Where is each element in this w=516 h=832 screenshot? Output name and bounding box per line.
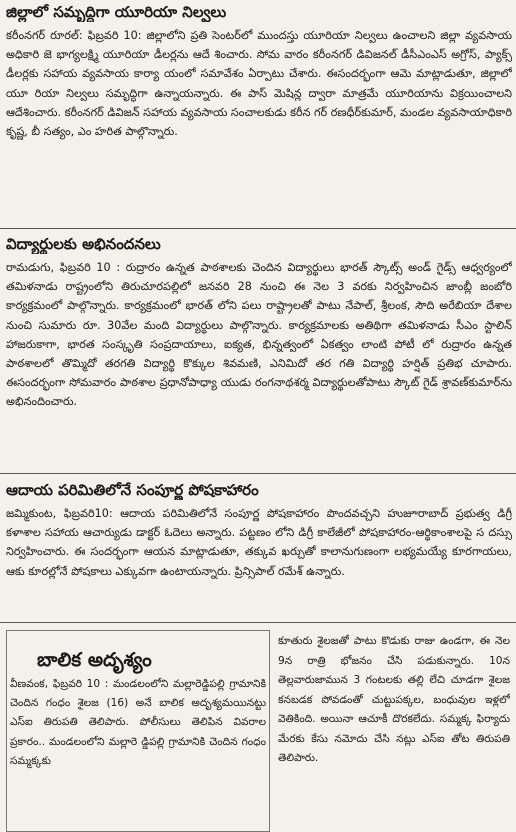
- article-headline: జిల్లాలో సమృద్ధిగా యూరియా నిల్వలు: [6, 3, 227, 21]
- section-divider: [0, 228, 516, 229]
- article-headline: విద్యార్థులకు అభినందనలు: [6, 235, 161, 253]
- section-divider: [0, 622, 516, 623]
- article-headline: ఆదాయ పరిమితిలోనే సంపూర్ణ పోషకాహారం: [6, 481, 259, 499]
- article-body: జమ్మికుంట, ఫిబ్రవరి10: ఆదాయ పరిమితిలోనే సంపూర్ణ పోషకాహారం పొందవచ్చని హుజూరాబాద్ ప్రభుత్వ డిగ్రీ కళాశాల సహాయ ఆచార్యుడు డాక్టర్ ఓదెలు అన్నారు. పట్టణం లోని డిగ్రీ కాలేజీలో పోషకాహారం-ఆర్థికాంశాలపై స దస్సు నిర్వహించారు. ఈ సందర్భంగా ఆయన మాట్లాడుతూ, తక్కువ ఖర్చుతో కాలానుగుణంగా లభ్యమయ్యే కూరగాయలు, ఆకు కూరల్లోనే పోషకాలు ఎక్కువగా ఉంటాయన్నారు. ప్రిన్సిపాల్ రమేశ్ ఉన్నారు.: [6, 507, 512, 578]
- article-student-congrats: [6, 234, 512, 472]
- box-story-title: బాలిక అదృశ్యం: [37, 649, 152, 671]
- article-body: కరీంనగర్ రూరల్: ఫిబ్రవరి 10: జిల్లాలోని ప్రతి సెంటర్‌లో ముందస్తు యూరియా నిల్వలు ఉంచాలని జిల్లా వ్యవసాయ అధికారి జె భాగ్యలక్ష్మి యూరియా డీలర్లను ఆదే శించారు. సోమ వారం కరీంనగర్ డివిజనల్ డీసీఎంఎస్ అగ్రోస్, ప్యాక్స్ డీలర్లకు సహాయ వ్యవసాయ కార్యా యంలో సమావేశం ఏర్పాటు చేశారు. ఈసందర్భంగా ఆమె మాట్లాడుతూ, జిల్లాలో యూ రియా నిల్వలు సమృద్ధిగా ఉన్నాయన్నారు. ఈ పాస్ మెషిన్ల ద్వారా మాత్రమే యూరియాను విక్రయించాలని ఆదేశించారు. కరీంనగర్ డివిజన్ సహాయ వ్యవసాయ సంచాలకుడు కరీన గర్ రణధీర్‌కుమార్, మండల వ్యవసాయాధికారి కృష్ణ, బీ సత్యం, ఎం హరిత పాల్గొన్నారు.: [6, 29, 512, 139]
- article-urea-stocks: [6, 2, 512, 220]
- section-divider: [0, 473, 516, 474]
- article-nutrition: [6, 480, 512, 621]
- article-body: రామడుగు, ఫిబ్రవరి 10 : రుద్రారం ఉన్నత పాఠశాలకు చెందిన విద్యార్థులు భారత్ స్కౌట్స్ అండ్ గైడ్స్ ఆధ్వర్యంలో తమిళనాడు రాష్ట్రంలోని తిరుచూరపల్లిలో జనవరి 28 నుంచి ఈ నెల 3 వరకు నిర్వహించిన జాంబ్లీ జంబోరి కార్యక్రమంలో పాల్గొన్నారు. కార్యక్రమంలో భారత్ లోని పలు రాష్ట్రాలతో పాటు నేపాల్, శ్రీలంక, సౌది అరేబియా దేశాల నుంచి సుమారు రూ. 30వేల మంది విద్యార్థులు పాల్గొన్నారు. కార్యక్రమాలకు అతిథిగా తమిళనాడు సీఎం స్టాలిన్ హాజరుకాగా, భారత సంస్కృతి సంప్రదాయాలు, ఐక్యత, భిన్నత్వంలో ఏకత్వం లాంటి పోటీ లో రుద్రారం ఉన్నత పాఠశాలలో తొమ్మిదో తరగతి విద్యార్థి కొక్కుల శివమణి, ఎనిమిదో తర గతి విద్యార్థి హర్షిత్ ప్రతిభ చూపారు. ఈసందర్భంగా సోమవారం పాఠశాల ప్రధానోపాధ్యా యుడు రంగనాథశర్మ విద్యార్థులతోపాటు స్కౌట్ గైడ్ శ్రావణ్‌కుమార్‌ను అభినందించారు.: [6, 261, 512, 409]
- box-story-right-column: కూతురు శైలజతో పాటు కొడుకు రాజు ఉండగా, ఈ నెల 9న రాత్రి భోజనం చేసి పడుకున్నారు. 10న తెల్లవారుజామున 3 గంటలకు తల్లి లేచి చూడగా శైలజ కనబడక పోవడంతో చుట్టుపక్కల, బంధువుల ఇళ్లలో వెతికింది. అయినా ఆచూకీ దొరకలేదు. సమ్మక్క ఫిర్యాదు మేరకు కేసు నమోదు చేసి నట్లు ఎస్ఐ తోట తిరుపతి తెలిపారు.: [278, 635, 510, 764]
- box-story-left-column: వీణవంక, ఫిబ్రవరి 10 : మండలంలోని మల్లారెడ్డిపల్లి గ్రామానికి చెందిన గంధం శైలజ (16) అనే బాలిక అదృశ్యమయినట్టు ఎస్ఐ తిరుపతి తెలిపారు. పోలీసులు తెలిపిన వివరాల ప్రకారం.. మండలంలోని మల్లారె డ్డిపల్లి గ్రామానికి చెందిన గంధం సమ్మక్కకు: [10, 678, 266, 767]
